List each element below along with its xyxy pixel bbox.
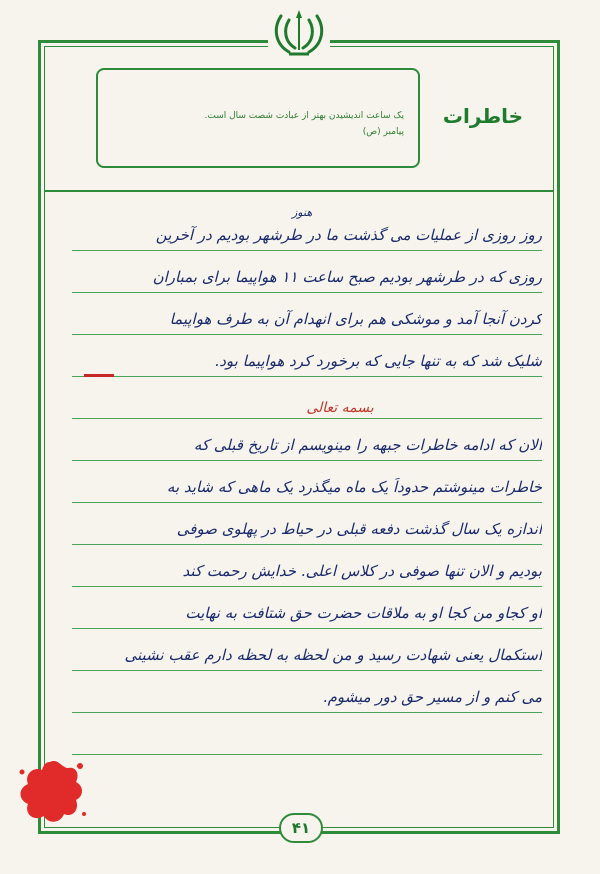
ruled-line bbox=[72, 754, 542, 755]
ruled-line bbox=[72, 712, 542, 713]
handwritten-line: بودیم و الان تنها صوفی در کلاس اعلی. خدایش رحمت کند bbox=[182, 562, 542, 580]
red-dash-mark bbox=[84, 374, 114, 377]
ruled-line bbox=[72, 418, 542, 419]
ruled-line bbox=[72, 544, 542, 545]
ruled-line bbox=[72, 460, 542, 461]
ruled-line bbox=[72, 628, 542, 629]
quote-box bbox=[96, 68, 420, 168]
header-divider bbox=[44, 190, 554, 192]
quote-attribution: پیامبر (ص) bbox=[362, 127, 404, 137]
bismillah-heading: بسمه تعالی bbox=[306, 400, 374, 416]
emblem-mask bbox=[268, 4, 330, 60]
handwritten-line: روزی که در طرشهر بودیم صبح ساعت ۱۱ هواپیما برای بمباران bbox=[152, 268, 542, 286]
page-number: ۴۱ bbox=[279, 813, 323, 843]
handwritten-insertion: هنوز bbox=[292, 206, 313, 219]
ruled-line bbox=[72, 502, 542, 503]
handwritten-line: او کجاو من کجا او به ملاقات حضرت حق شتافت به نهایت bbox=[185, 604, 542, 622]
section-title: خاطرات bbox=[442, 104, 524, 128]
handwritten-line: روز روزی از عملیات می گذشت ما در طرشهر بودیم در آخرین bbox=[155, 226, 542, 244]
handwritten-line: الان که ادامه خاطرات جبهه را مینویسم از تاریخ قبلی که bbox=[193, 436, 542, 454]
handwritten-line: خاطرات مینوشتم حدوداً یک ماه میگذرد یک ماهی که شاید به bbox=[166, 478, 542, 496]
handwritten-line: شلیک شد که به تنها جایی که برخورد کرد هواپیما بود. bbox=[214, 352, 542, 370]
handwritten-line: اندازه یک سال گذشت دفعه قبلی در حیاط در پهلوی صوفی bbox=[176, 520, 542, 538]
ruled-line bbox=[72, 292, 542, 293]
quote-text: یک ساعت اندیشیدن بهتر از عبادت شصت سال است. bbox=[204, 111, 404, 121]
ruled-line bbox=[72, 250, 542, 251]
ruled-line bbox=[72, 670, 542, 671]
ruled-line bbox=[72, 586, 542, 587]
red-ink-blot bbox=[10, 752, 90, 832]
ruled-line bbox=[72, 334, 542, 335]
handwritten-line: کردن آنجا آمد و موشکی هم برای انهدام آن به طرف هواپیما bbox=[169, 310, 542, 328]
handwritten-line: می کنم و از مسیر حق دور میشوم. bbox=[322, 688, 542, 706]
ruled-line bbox=[72, 376, 542, 377]
handwritten-line: استکمال یعنی شهادت رسید و من لحظه به لحظه دارم عقب نشینی bbox=[124, 646, 542, 664]
